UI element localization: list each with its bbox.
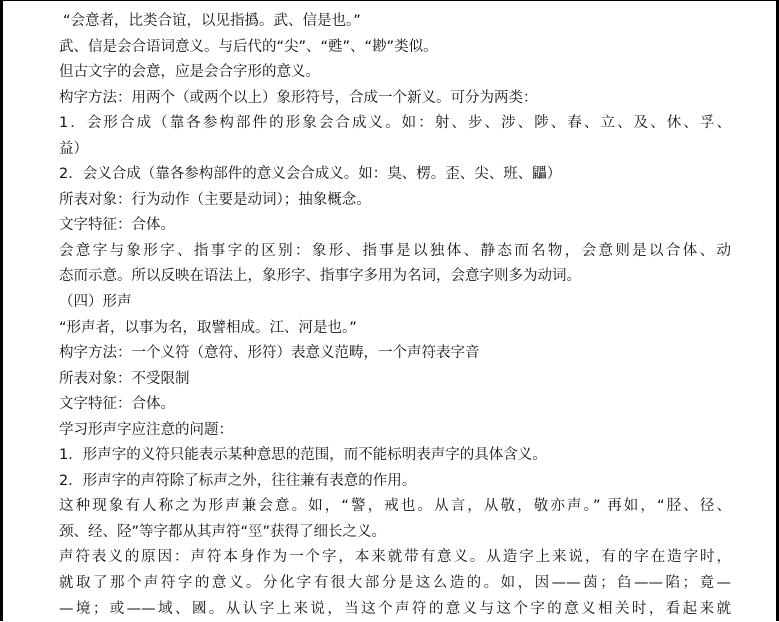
text-line: 2．形声字的声符除了标声之外，往往兼有表意的作用。 — [59, 472, 417, 489]
text-line: 益） — [59, 140, 88, 157]
text-line: 构字方法：一个义符（意符、形符）表意义范畴，一个声符表字音 — [59, 345, 480, 362]
text-line: 文字特征：合体。 — [59, 217, 175, 234]
text-line: 所表对象：行为动作（主要是动词）；抽象概念。 — [59, 191, 371, 208]
text-line: 1．形声字的义符只能表示某种意思的范围，而不能标明表声字的具体含义。 — [59, 447, 547, 464]
text-line: —境；或——域、國。从认字上来说，当这个声符的意义与这个字的意义相关时，看起来就 — [59, 600, 731, 617]
text-line: 声符表义的原因：声符本身作为一个字，本来就带有意义。从造字上来说，有的字在造字时， — [59, 549, 731, 566]
text-line: 会意字与象形字、指事字的区别：象形、指事是以独体、静态而名物，会意则是以合体、动 — [59, 242, 731, 259]
text-line: 构字方法：用两个（或两个以上）象形符号，合成一个新义。可分为两类： — [59, 89, 538, 106]
document-body — [59, 9, 731, 622]
text-line: 1．会形合成（靠各参构部件的形象会合成义。如：射、步、涉、陟、春、立、及、休、孚、 — [59, 115, 731, 132]
text-line: 武、信是会合语词意义。与后代的“尖”、“甦”、“尠”类似。 — [59, 38, 438, 55]
text-line: 文字特征：合体。 — [59, 396, 175, 413]
text-line: 颈、经、陉”等字都从其声符“巠”获得了细长之义。 — [59, 523, 387, 540]
text-line: （四）形声 — [59, 294, 132, 311]
text-line: “形声者，以事为名，取譬相成。江、河是也。” — [59, 319, 357, 336]
text-line: “会意者，比类合谊，以见指撝。武、信是也。” — [63, 13, 361, 29]
text-line: 态而示意。所以反映在语法上，象形字、指事字多用为名词，会意字则多为动词。 — [59, 268, 581, 285]
text-line: 所表对象：不受限制 — [59, 370, 190, 387]
text-line: 就取了那个声符字的意义。分化字有很大部分是这么造的。如，因——茵；臽——陷；竟— — [59, 575, 731, 592]
text-line: 这种现象有人称之为形声兼会意。如，“警，戒也。从言，从敬，敬亦声。” 再如，“胫、径、 — [59, 498, 731, 515]
text-line: 2．会义合成（靠各参构部件的意义会合成义。如：臭、楞。歪、尖、班、鼺） — [59, 166, 562, 183]
text-line: 但古文字的会意，应是会合字形的意义。 — [59, 64, 320, 81]
text-line: 学习形声字应注意的问题： — [59, 421, 233, 438]
